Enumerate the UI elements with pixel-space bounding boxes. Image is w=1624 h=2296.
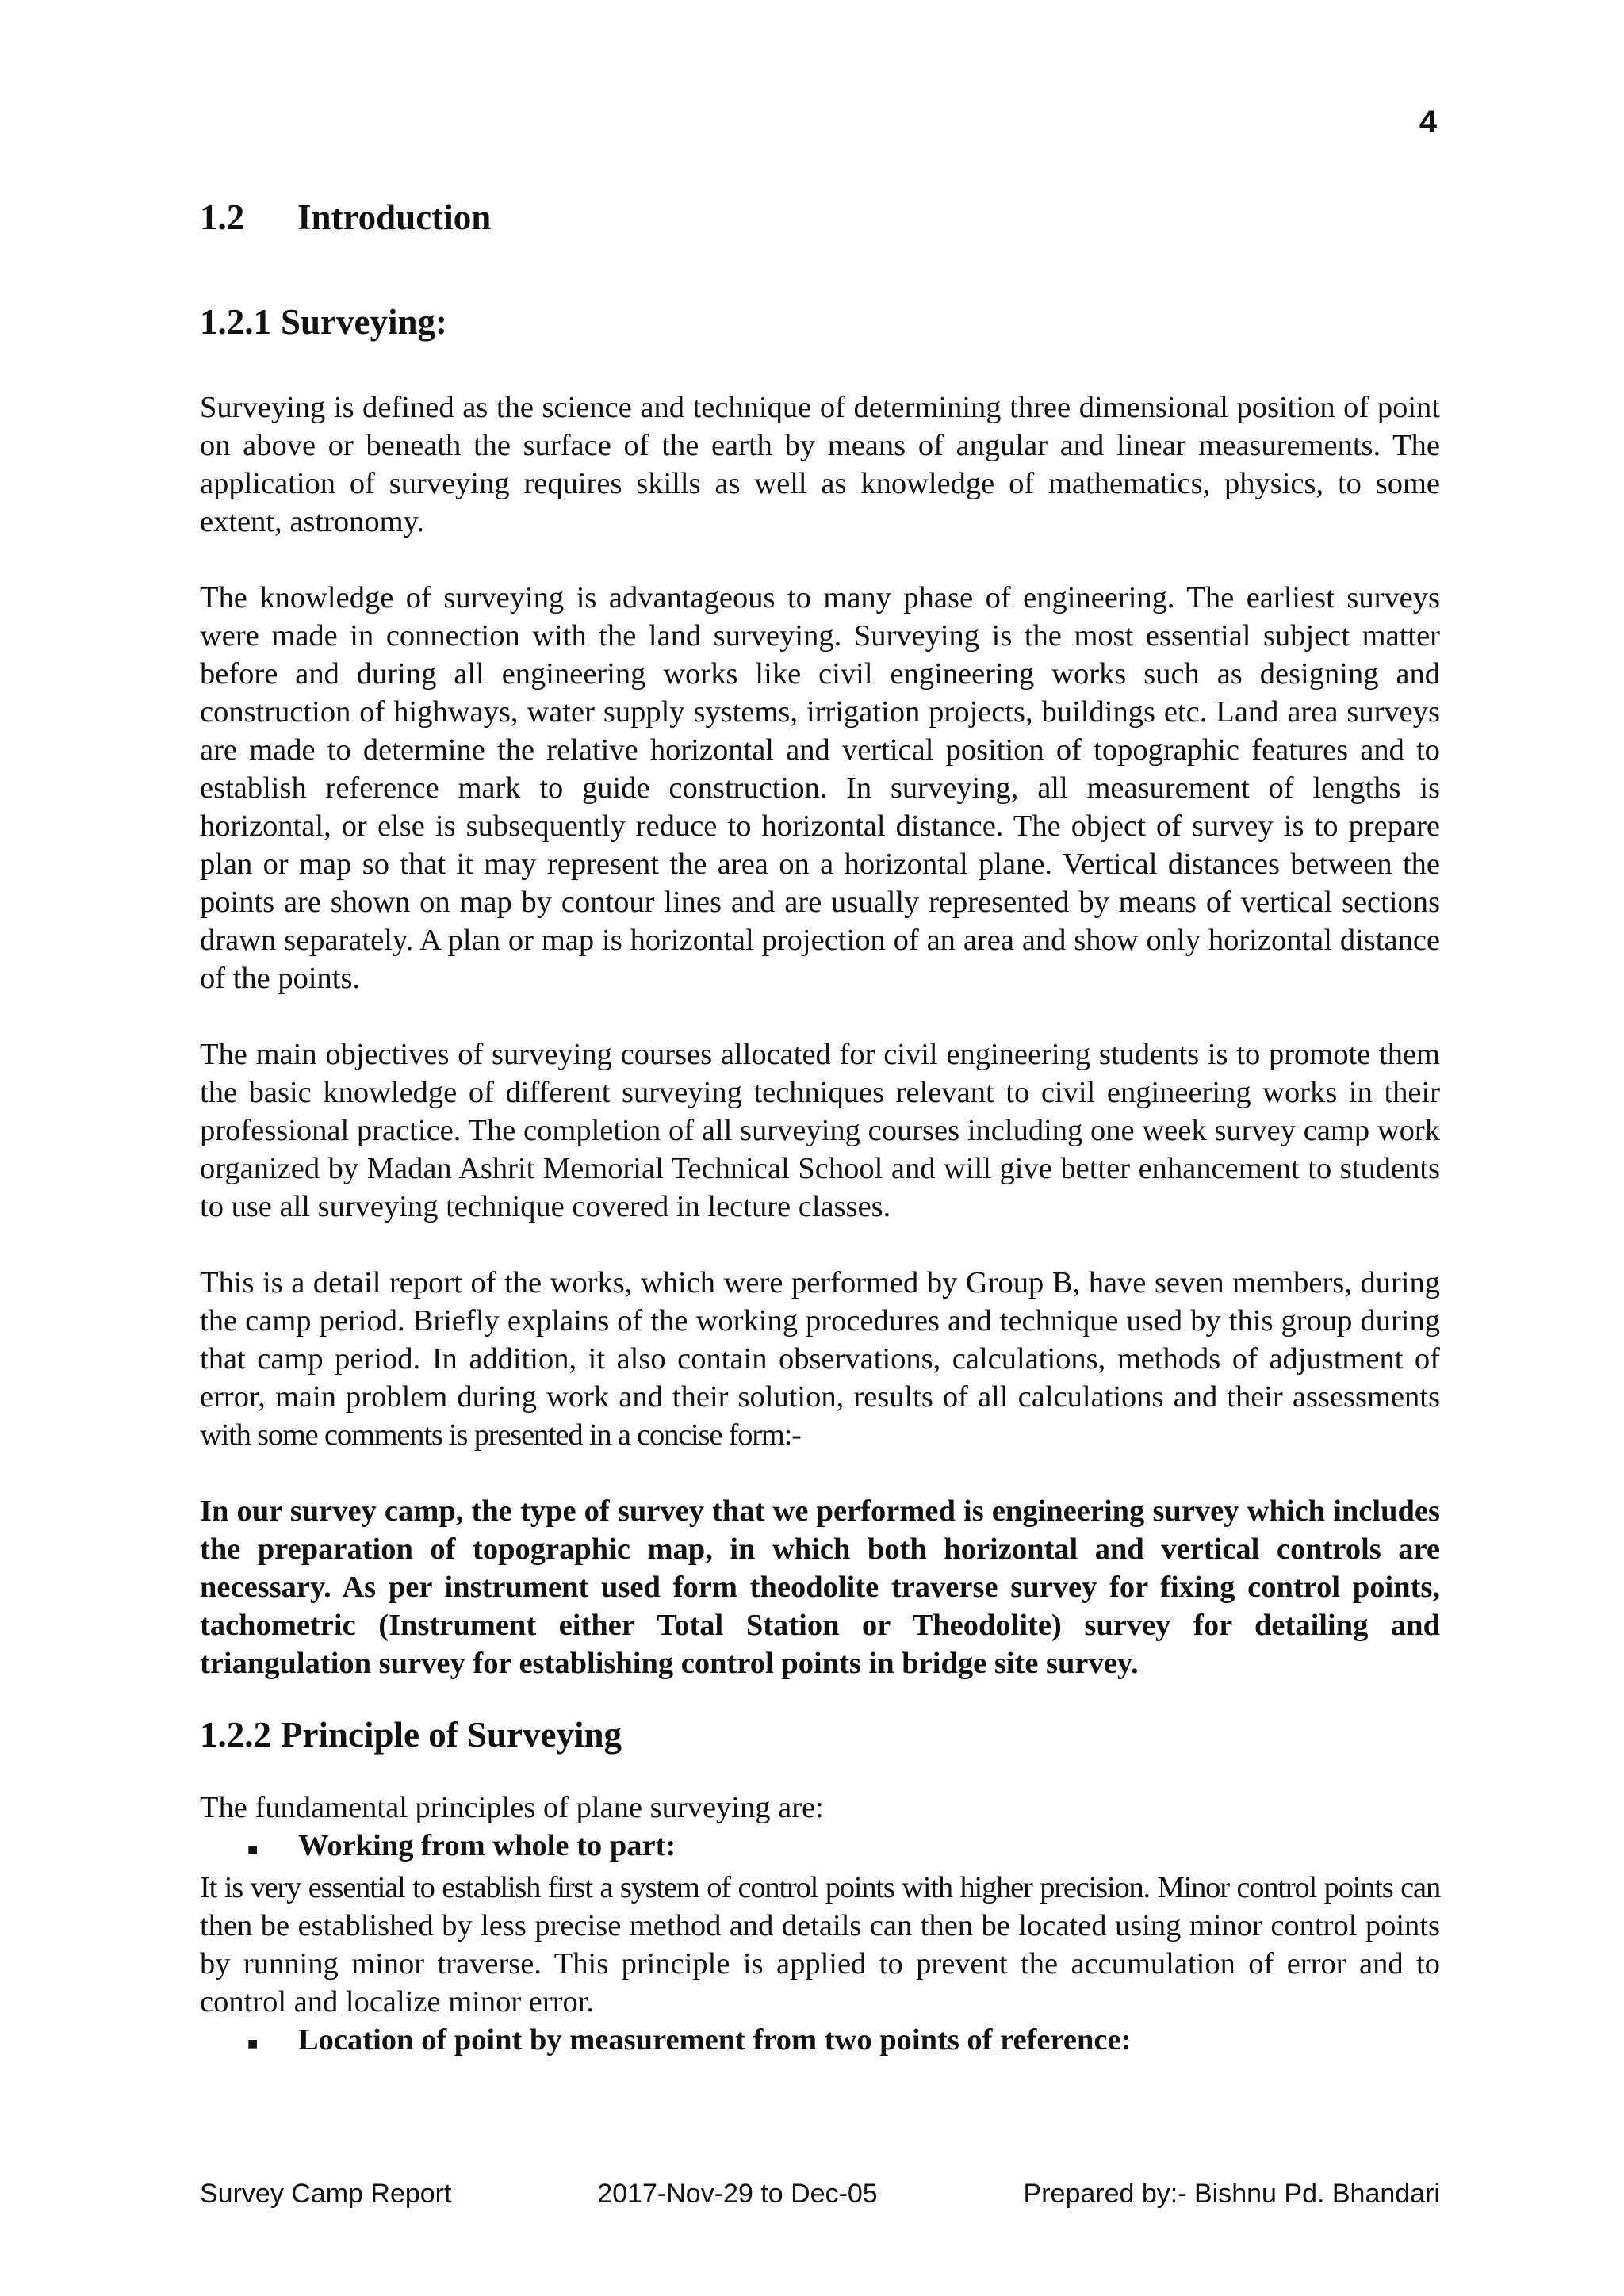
footer-report-title: Survey Camp Report: [200, 2179, 452, 2209]
paragraph-whole-to-part: [200, 1869, 1440, 2021]
paragraph-report-tail: with some comments is presented in a concise form:-: [200, 1418, 801, 1452]
paragraph-principles-intro: The fundamental principles of plane surveying are:: [200, 1791, 824, 1824]
section-heading: [200, 197, 1440, 238]
page-number: 4: [1419, 105, 1437, 140]
paragraph-whole-to-part-lead: It is very essential to establish first a system of control points with higher precision. Minor control points can: [200, 1871, 1440, 1904]
paragraph-objectives: The main objectives of surveying courses allocated for civil engineering students is to promote them the basic knowledge of different surveying techniques relevant to civil engineering works in their professional practice. The completion of all surveying courses including one week survey camp work organized by Madan Ashrit Memorial Technical School and will give better enhancement to students to use all surveying technique covered in lecture classes.: [200, 1038, 1440, 1223]
bullet-item-whole-to-part: [200, 1827, 1440, 1869]
subsection-title: Principle of Surveying: [281, 1715, 622, 1755]
paragraph-survey-type: In our survey camp, the type of survey that we performed is engineering survey which includes the preparation of topographic map, in which both horizontal and vertical controls are necessary. As per instrument used form theodolite traverse survey for fixing control points, tachometric (Instrument either Total Station or Theodolite) survey for detailing and triangulation survey for establishing control points in bridge site survey.: [200, 1494, 1440, 1680]
bullet-item-two-points-reference: [200, 2021, 1440, 2063]
subsection-number: 1.2.1: [200, 302, 271, 342]
subsection-heading-surveying: [200, 301, 1440, 342]
bullet-heading: Location of point by measurement from two points of reference:: [298, 2023, 1132, 2057]
paragraph-definition: Surveying is defined as the science and technique of determining three dimensional position of point on above or beneath the surface of the earth by means of angular and linear measurements. The application of surveying requires skills as well as knowledge of mathematics, physics, to some extent, astronomy.: [200, 391, 1440, 538]
section-title: Introduction: [297, 197, 492, 237]
paragraph-knowledge: The knowledge of surveying is advantageous to many phase of engineering. The earliest surveys were made in connection with the land surveying. Surveying is the most essential subject matter before and during all engineering works like civil engineering works such as designing and construction of highways, water supply systems, irrigation projects, buildings etc. Land area surveys are made to determine the relative horizontal and vertical position of topographic features and to establish reference mark to guide construction. In surveying, all measurement of lengths is horizontal, or else is subsequently reduce to horizontal distance. The object of survey is to prepare plan or map so that it may represent the area on a horizontal plane. Vertical distances between the points are shown on map by contour lines and are usually represented by means of vertical sections drawn separately. A plan or map is horizontal projection of an area and show only horizontal distance of the points.: [200, 581, 1440, 995]
subsection-number: 1.2.2: [200, 1715, 271, 1755]
square-bullet-icon: ■: [247, 2034, 259, 2053]
page-footer: [200, 2179, 1440, 2210]
subsection-title: Surveying:: [281, 302, 448, 342]
document-body: [200, 197, 1440, 2063]
subsection-heading-principle: [200, 1714, 1440, 1755]
footer-author: Prepared by:- Bishnu Pd. Bhandari: [1023, 2179, 1440, 2209]
square-bullet-icon: ■: [247, 1839, 259, 1859]
bullet-heading: Working from whole to part:: [298, 1829, 676, 1862]
paragraph-report-main: This is a detail report of the works, which were performed by Group B, have seven members, during the camp period. Briefly explains of the working procedures and technique used by this group during that camp period. In addition, it also contain observations, calculations, methods of adjustment of error, main problem during work and their solution, results of all calculations and their assessments: [200, 1266, 1440, 1414]
footer-date-range: 2017-Nov-29 to Dec-05: [597, 2179, 878, 2209]
paragraph-whole-to-part-rest: then be established by less precise method and details can then be located using minor control points by running minor traverse. This principle is applied to prevent the accumulation of error and to control and localize minor error.: [200, 1909, 1440, 2019]
section-number: 1.2: [200, 197, 245, 237]
paragraph-report-detail: [200, 1264, 1440, 1454]
